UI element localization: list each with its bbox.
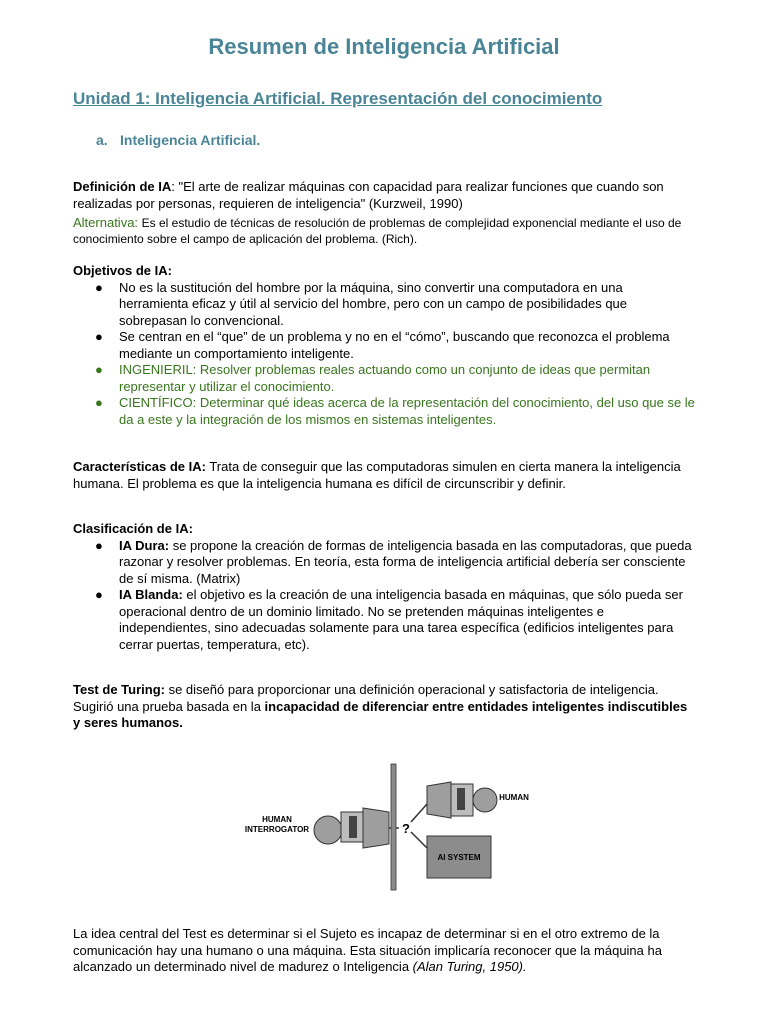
objectives-label: Objetivos de IA: — [73, 263, 172, 278]
section-heading — [96, 132, 260, 148]
list-item: ● IA Blanda: el objetivo es la creación de una inteligencia basada en máquinas, que sólo pueda ser operacional dentro de un dominio limitado. No se pretenden máquinas inteligentes e independientes, sino adecuadas solamente para una tarea específica (edificios inteligentes para cerrar puertas, temperatura, etc). — [95, 587, 683, 652]
divider-wall — [391, 764, 396, 890]
interrogator-label-1: HUMAN — [262, 815, 292, 824]
interrogator-head-icon — [314, 816, 342, 844]
turing-label: Test de Turing: — [73, 682, 165, 697]
alternative-label: Alternativa: — [73, 215, 142, 230]
alternative-paragraph — [73, 215, 695, 247]
unit-heading: Unidad 1: Inteligencia Artificial. Representación del conocimiento — [73, 89, 603, 108]
turing-paragraph — [73, 682, 695, 732]
definition-label: Definición de IA — [73, 179, 172, 194]
turing-bold: incapacidad de diferenciar entre entidades inteligentes indiscutibles y seres humanos. — [73, 698, 688, 730]
conclusion-citation: (Alan Turing, 1950). — [412, 959, 527, 974]
characteristics-paragraph — [73, 459, 695, 492]
classification-section — [73, 521, 695, 653]
definition-text: : "El arte de realizar máquinas con capacidad para realizar funciones que cuando son realizadas por personas, requieren de inteligencia" (Kurzweil, 1990) — [73, 179, 664, 211]
list-item: ● IA Dura: se propone la creación de formas de inteligencia basada en las computadoras, que pueda razonar y resolver problemas. En teoría, esta forma de inteligencia artificial debería ser consciente de sí misma. (Matrix) — [95, 537, 692, 586]
objectives-list — [73, 280, 695, 429]
turing-test-figure — [231, 760, 537, 894]
section-number: a. — [96, 132, 108, 148]
bullet-icon: ● — [95, 587, 103, 602]
characteristics-text: Trata de conseguir que las computadoras simulen en cierta manera la inteligencia humana. El problema es que la inteligencia humana es difícil de circunscribir y definir. — [73, 459, 681, 491]
bullet-icon: ● — [95, 329, 103, 344]
list-item: ● INGENIERIL: Resolver problemas reales actuando como un conjunto de ideas que permitan representar y utilizar el conocimiento. — [95, 362, 651, 394]
characteristics-label: Características de IA: — [73, 459, 206, 474]
conclusion-paragraph — [73, 926, 695, 976]
section-label: Inteligencia Artificial. — [120, 132, 261, 148]
conclusion-text: La idea central del Test es determinar si el Sujeto es incapaz de determinar si en el otro extremo de la comunicación hay una humano o una máquina. Esta situación implicaría reconocer que la máquina ha alcanzado un determinado nivel de madurez o Inteligencia — [73, 926, 662, 974]
turing-test-diagram — [231, 760, 537, 894]
bullet-icon: ● — [95, 395, 103, 410]
list-item: ● No es la sustitución del hombre por la máquina, sino convertir una computadora en una herramienta eficaz y útil al servicio del hombre, pero con un campo de posibilidades que sobrepasan lo convencional. — [95, 279, 628, 328]
definition-paragraph — [73, 179, 695, 212]
human-head-icon — [473, 788, 497, 812]
human-label: HUMAN — [499, 793, 529, 802]
classification-list — [73, 538, 695, 654]
classification-label: Clasificación de IA: — [73, 521, 193, 536]
document-title: Resumen de Inteligencia Artificial — [208, 34, 560, 59]
bullet-icon: ● — [95, 537, 103, 553]
interrogator-label-2: INTERROGATOR — [244, 825, 310, 834]
list-item: ● CIENTÍFICO: Determinar qué ideas acerca de la representación del conocimiento, del uso que se le da a este y la integración de los mismos en sistemas inteligentes. — [95, 395, 695, 427]
list-item: ● Se centran en el “que” de un problema y no en el “cómo”, buscando que reconozca el problema mediante un comportamiento inteligente. — [95, 329, 670, 361]
bullet-icon: ● — [95, 362, 103, 377]
alternative-text: Es el estudio de técnicas de resolución de problemas de complejidad exponencial mediante el uso de conocimiento sobre el campo de aplicación del problema. (Rich). — [73, 216, 682, 246]
question-mark: ? — [402, 821, 410, 836]
turing-text: se diseñó para proporcionar una definición operacional y satisfactoria de inteligencia. Sugirió una prueba basada en la — [73, 682, 659, 714]
bullet-icon: ● — [95, 279, 103, 295]
objectives-section — [73, 263, 695, 428]
ai-system-label: AI SYSTEM — [437, 853, 481, 862]
